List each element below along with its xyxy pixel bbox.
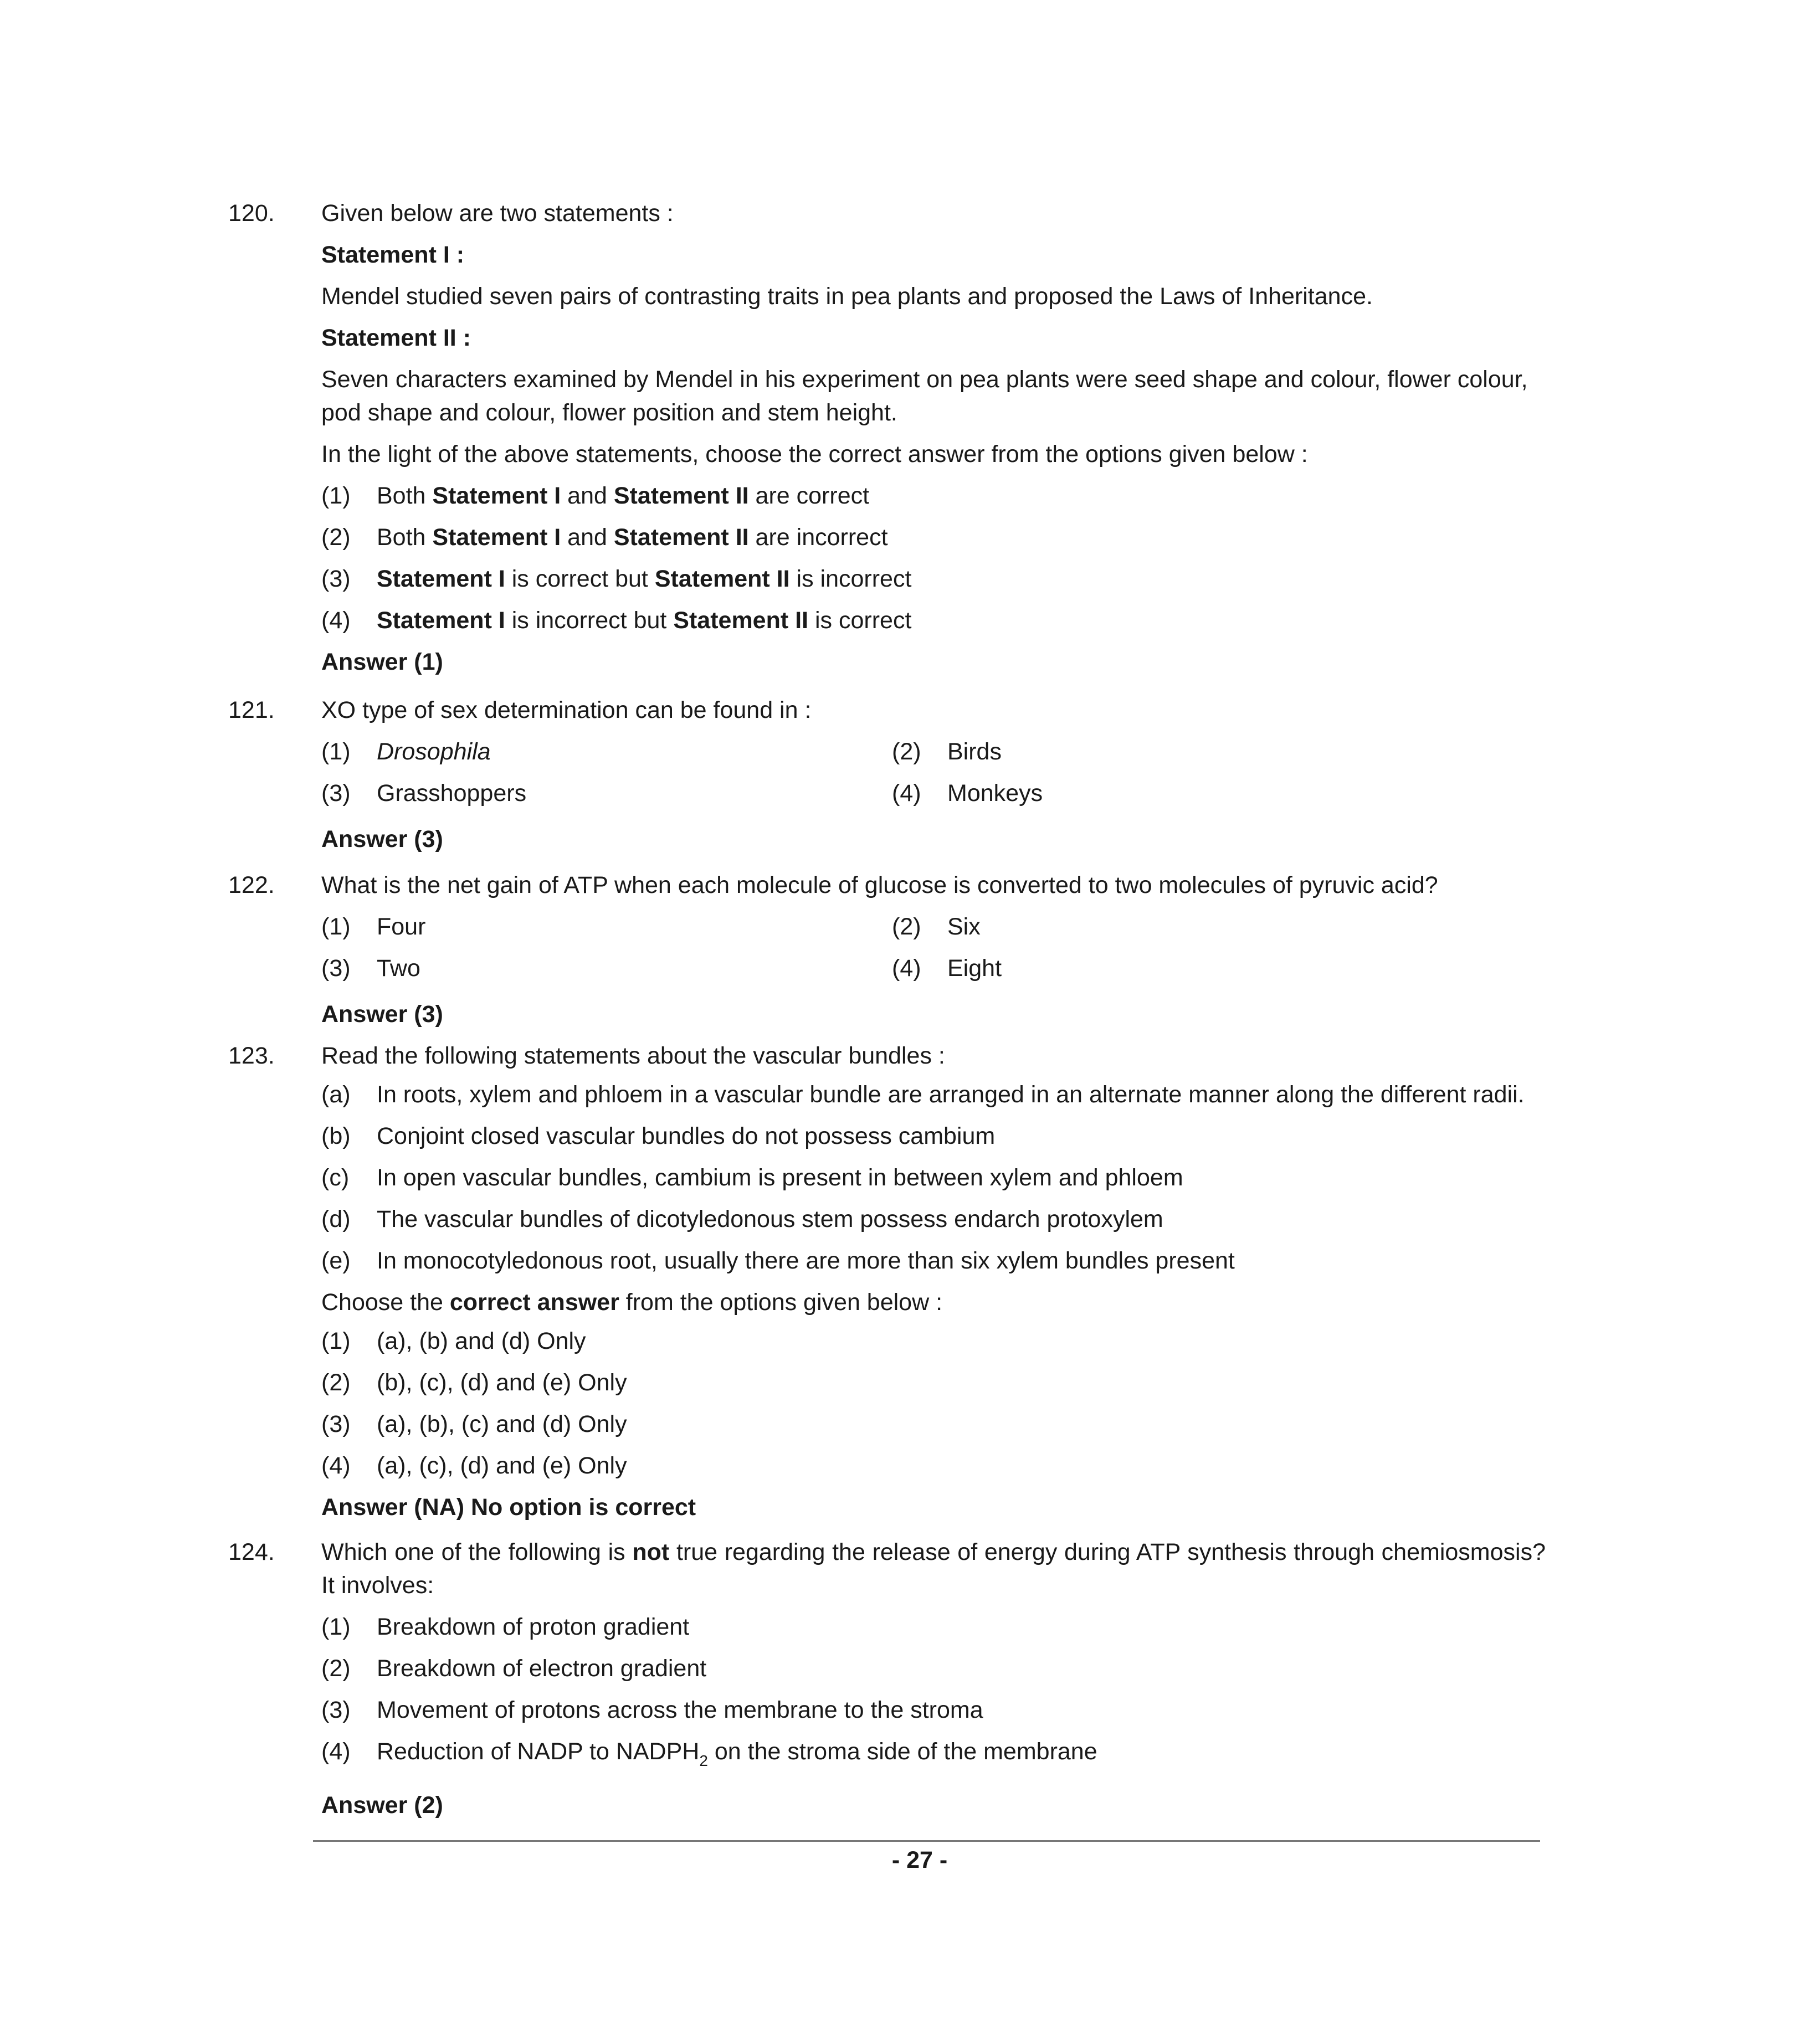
statement-text: The vascular bundles of dicotyledonous stem possess endarch protoxylem (377, 1206, 1163, 1232)
question-prompt: What is the net gain of ATP when each molecule of glucose is converted to two molecules of pyruvic acid? (321, 872, 1438, 898)
statement-text: In monocotyledonous root, usually there are more than six xylem bundles present (377, 1247, 1235, 1274)
option-text: is correct but (511, 566, 648, 592)
option-label: (2) (321, 1655, 351, 1682)
prompt-text: Which one of the following is (321, 1539, 625, 1565)
option-3 (321, 1693, 1546, 1727)
question-120 (228, 197, 1546, 679)
option-2 (892, 910, 1463, 943)
option-text: and (567, 524, 607, 551)
option-bold-text: Statement I (432, 524, 561, 551)
option-4 (321, 1449, 1546, 1482)
option-label: (4) (892, 780, 921, 807)
option-text: Reduction of NADP to NADPH (377, 1738, 700, 1765)
option-label: (3) (321, 780, 351, 807)
option-2 (321, 1366, 1546, 1399)
statement-1-label: Statement I : (321, 242, 465, 268)
option-bold-text: Statement I (377, 566, 505, 592)
option-label: (2) (892, 738, 921, 765)
question-prompt (321, 1535, 1546, 1602)
statement-2-label: Statement II : (321, 325, 471, 351)
option-bold-text: Statement I (432, 482, 561, 509)
option-text: (b), (c), (d) and (e) Only (377, 1369, 627, 1396)
option-label: (1) (321, 482, 351, 509)
answer: Answer (3) (321, 826, 443, 852)
instruction-text: from the options given below : (625, 1289, 943, 1316)
option-2 (321, 521, 1546, 554)
option-label: (3) (321, 955, 351, 982)
statement-2-text: Seven characters examined by Mendel in his experiment on pea plants were seed shape and colour, flower colour, pod shape and colour, flower position and stem height. (321, 366, 1528, 426)
answer: Answer (3) (321, 1001, 443, 1028)
question-number: 121. (228, 697, 275, 723)
question-prompt: XO type of sex determination can be found in : (321, 697, 812, 723)
option-text: Two (377, 955, 420, 982)
prompt-bold-text: not (632, 1539, 670, 1565)
instruction-bold-text: correct answer (449, 1289, 619, 1316)
option-1 (321, 1610, 1546, 1644)
option-1 (321, 735, 892, 768)
option-4 (321, 604, 1546, 637)
question-prompt: Read the following statements about the vascular bundles : (321, 1042, 945, 1069)
option-1 (321, 479, 1546, 512)
option-label: (2) (321, 524, 351, 551)
statement-e (321, 1244, 1546, 1277)
option-text: Six (947, 913, 981, 940)
question-124 (228, 1535, 1546, 1822)
statement-label: (d) (321, 1206, 351, 1232)
option-text: Birds (947, 738, 1002, 765)
option-text: (a), (b) and (d) Only (377, 1328, 586, 1354)
statement-label: (b) (321, 1123, 351, 1149)
options-grid (321, 910, 1546, 993)
option-3 (321, 952, 892, 985)
option-4 (892, 777, 1463, 810)
option-bold-text: Statement II (673, 607, 809, 634)
option-label: (4) (321, 1452, 351, 1479)
option-label: (2) (892, 913, 921, 940)
instruction-text: Choose the (321, 1289, 443, 1316)
footer-divider (313, 1840, 1540, 1842)
option-text: Breakdown of electron gradient (377, 1655, 707, 1682)
statement-d (321, 1203, 1546, 1236)
option-label: (3) (321, 1411, 351, 1437)
option-label: (4) (321, 1738, 351, 1765)
option-1 (321, 910, 892, 943)
option-text: Movement of protons across the membrane to the stroma (377, 1697, 983, 1723)
option-text: and (567, 482, 607, 509)
statement-text: In open vascular bundles, cambium is present in between xylem and phloem (377, 1164, 1183, 1191)
statement-c (321, 1161, 1546, 1194)
statement-text: Conjoint closed vascular bundles do not possess cambium (377, 1123, 996, 1149)
option-label: (1) (321, 913, 351, 940)
question-121 (228, 694, 1546, 856)
answer: Answer (1) (321, 649, 443, 675)
option-text: is incorrect (796, 566, 912, 592)
option-text: Both (377, 482, 426, 509)
option-2 (892, 735, 1463, 768)
option-text: Both (377, 524, 426, 551)
question-122 (228, 869, 1546, 1031)
option-text: is correct (814, 607, 912, 634)
option-text: (a), (b), (c) and (d) Only (377, 1411, 627, 1437)
option-text: Eight (947, 955, 1002, 982)
question-number: 122. (228, 872, 275, 898)
option-text: are correct (755, 482, 870, 509)
option-3 (321, 1408, 1546, 1441)
option-bold-text: Statement I (377, 607, 505, 634)
option-text: Four (377, 913, 426, 940)
option-4 (892, 952, 1463, 985)
answer: Answer (NA) No option is correct (321, 1494, 696, 1521)
question-123 (228, 1039, 1546, 1524)
option-text: on the stroma side of the membrane (714, 1738, 1097, 1765)
statement-label: (e) (321, 1247, 351, 1274)
option-text: Breakdown of proton gradient (377, 1614, 690, 1640)
statement-label: (a) (321, 1081, 351, 1108)
question-number: 120. (228, 200, 275, 227)
statement-label: (c) (321, 1164, 350, 1191)
page-number: - 27 - (891, 1847, 948, 1873)
option-1 (321, 1324, 1546, 1358)
option-text: Grasshoppers (377, 780, 527, 807)
option-3 (321, 562, 1546, 595)
option-text: (a), (c), (d) and (e) Only (377, 1452, 627, 1479)
option-text: are incorrect (755, 524, 888, 551)
question-number: 123. (228, 1042, 275, 1069)
option-4 (321, 1735, 1546, 1778)
question-number: 124. (228, 1539, 275, 1565)
option-label: (1) (321, 738, 351, 765)
option-label: (1) (321, 1328, 351, 1354)
option-text: is incorrect but (511, 607, 667, 634)
option-label: (4) (321, 607, 351, 634)
statement-b (321, 1119, 1546, 1153)
option-label: (4) (892, 955, 921, 982)
question-instruction: In the light of the above statements, choose the correct answer from the options given below : (321, 441, 1308, 468)
option-text: Monkeys (947, 780, 1043, 807)
prompt-text: true regarding the release of energy during ATP synthesis through chemiosmosis? It involves: (321, 1539, 1546, 1599)
option-bold-text: Statement II (613, 482, 749, 509)
question-prompt: Given below are two statements : (321, 200, 674, 227)
question-instruction (321, 1286, 1546, 1319)
statement-a (321, 1078, 1546, 1111)
option-label: (3) (321, 566, 351, 592)
subscript: 2 (699, 1752, 708, 1769)
option-3 (321, 777, 892, 810)
option-label: (1) (321, 1614, 351, 1640)
statement-text: In roots, xylem and phloem in a vascular bundle are arranged in an alternate manner along the different radii. (377, 1081, 1525, 1108)
statement-1-text: Mendel studied seven pairs of contrasting traits in pea plants and proposed the Laws of Inheritance. (321, 283, 1373, 310)
answer: Answer (2) (321, 1792, 443, 1819)
option-bold-text: Statement II (613, 524, 749, 551)
option-text: Drosophila (377, 738, 491, 765)
option-label: (3) (321, 1697, 351, 1723)
option-label: (2) (321, 1369, 351, 1396)
options-grid (321, 735, 1546, 818)
option-2 (321, 1652, 1546, 1685)
option-bold-text: Statement II (654, 566, 790, 592)
